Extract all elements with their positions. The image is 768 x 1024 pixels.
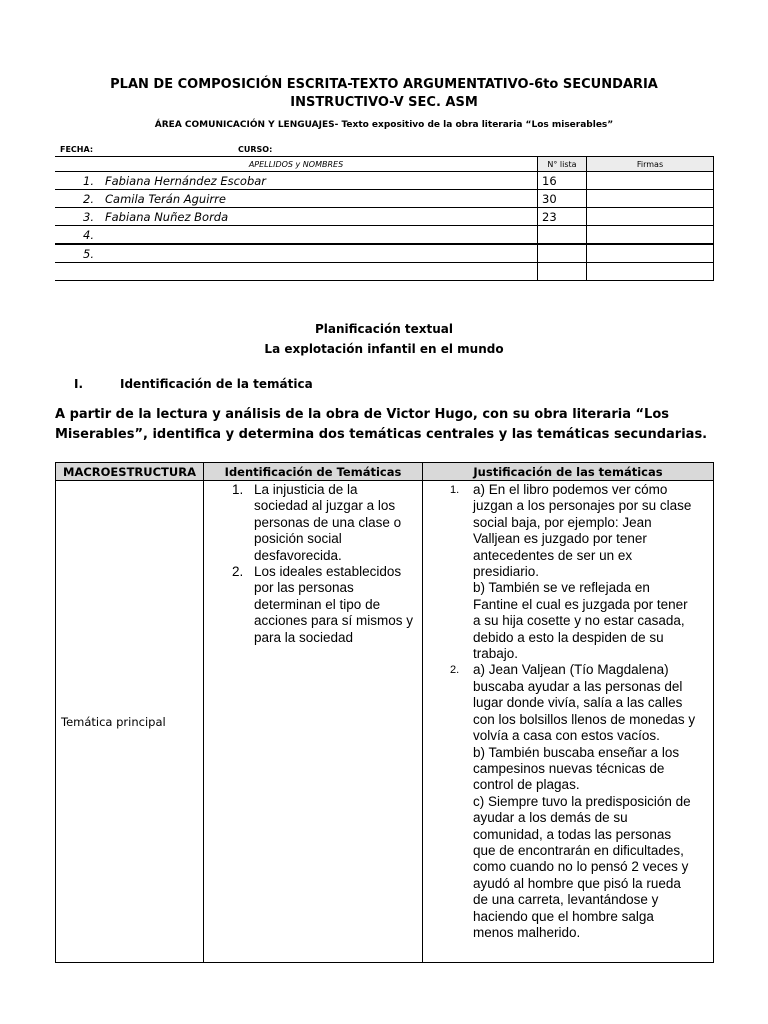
table-row: [55, 208, 714, 226]
header-names: APELLIDOS y NOMBRES: [55, 157, 538, 172]
fecha-label: FECHA:: [60, 145, 94, 154]
student-signature-cell[interactable]: [587, 208, 714, 226]
student-lista: [538, 244, 587, 263]
text-line: trabajo.: [473, 646, 519, 662]
macrostructure-table: [55, 462, 714, 963]
text-line: de una carreta, levantándose y: [473, 892, 659, 908]
item-number: 1.: [450, 484, 460, 496]
student-name: Camila Terán Aguirre: [105, 191, 226, 206]
table-row: [55, 226, 714, 245]
text-line: buscaba ayudar a las personas del: [473, 678, 683, 694]
student-signature-cell[interactable]: [587, 263, 714, 281]
justification-cell: [423, 481, 714, 963]
text-line: determinan el tipo de: [254, 596, 381, 612]
row-number: 4.: [83, 227, 94, 242]
section-numeral: I.: [74, 377, 84, 391]
text-line: Valljean es juzgado por tener: [473, 531, 647, 547]
text-line: haciendo que el hombre salga: [473, 908, 654, 924]
document-subtitle: INSTRUCTIVO-V SEC. ASM: [290, 95, 478, 110]
planning-topic: La explotación infantil en el mundo: [264, 342, 504, 356]
student-lista: 23: [538, 208, 587, 226]
header-identificacion: Identificación de Temáticas: [204, 463, 423, 481]
text-line: Fantine el cual es juzgada por tener: [473, 596, 688, 612]
text-line: c) Siempre tuvo la predisposición de: [473, 793, 691, 809]
row-number: 1.: [83, 173, 94, 188]
text-line: personas de una clase o: [254, 514, 402, 530]
students-table: [55, 156, 714, 281]
document-title: PLAN DE COMPOSICIÓN ESCRITA-TEXTO ARGUMENTATIVO-6to SECUNDARIA: [110, 77, 658, 92]
text-line: a) Jean Valjean (Tío Magdalena): [473, 662, 669, 678]
list-item: [232, 564, 418, 646]
list-item: [450, 482, 707, 662]
table-row: [55, 172, 714, 190]
student-name: Fabiana Hernández Escobar: [105, 173, 267, 188]
text-line: comunidad, a todas las personas: [473, 826, 672, 842]
student-lista: 16: [538, 172, 587, 190]
themes-list: [204, 481, 422, 646]
list-item: [232, 482, 418, 564]
planning-heading-block: [0, 319, 768, 359]
text-line: control de plagas.: [473, 777, 580, 793]
text-line: Los ideales establecidos: [254, 564, 402, 580]
section-title: Identificación de la temática: [120, 377, 313, 391]
text-line: lugar donde vivía, salía a las calles: [473, 695, 683, 711]
item-number: 2.: [232, 564, 244, 580]
planning-heading: Planificación textual: [314, 322, 454, 336]
text-line: debido a esto la despiden de su: [473, 629, 664, 645]
row-label: Temática principal: [56, 481, 204, 963]
student-signature-cell[interactable]: [587, 190, 714, 208]
table-row: [55, 263, 714, 281]
text-line: como cuando no lo pensó 2 veces y: [473, 859, 689, 875]
header-lista: N° lista: [538, 157, 587, 172]
header-justificacion: Justificación de las temáticas: [423, 463, 714, 481]
row-number: 5.: [83, 246, 94, 261]
student-signature-cell[interactable]: [587, 172, 714, 190]
intro-paragraph: A partir de la lectura y análisis de la obra de Victor Hugo, con su obra literaria “Los Miserables”, identifica y determina dos temáticas centrales y las temáticas secundarias.: [55, 407, 708, 442]
table-row: [56, 481, 714, 963]
text-line: volvía a casa con estos vacíos.: [473, 728, 660, 744]
text-line: presidiario.: [473, 564, 540, 580]
item-number: 1.: [232, 482, 244, 497]
text-line: acciones para sí mismos y: [254, 613, 414, 629]
text-line: antecedentes de ser un ex: [473, 547, 633, 563]
text-line: desfavorecida.: [254, 547, 342, 563]
student-signature-cell[interactable]: [587, 226, 714, 245]
header-firmas: Firmas: [587, 157, 714, 172]
document-header: [0, 76, 768, 132]
text-line: ayudar a los demás de su: [473, 810, 628, 826]
text-line: ayudó al hombre que pisó la rueda: [473, 875, 681, 891]
header-macroestructura: MACROESTRUCTURA: [56, 463, 204, 481]
text-line: posición social: [254, 531, 342, 547]
row-number: 2.: [83, 191, 94, 206]
text-line: por las personas: [254, 580, 354, 596]
text-line: para la sociedad: [254, 629, 354, 645]
text-line: juzgan a los personajes por su clase: [473, 498, 692, 514]
item-number: 2.: [450, 664, 460, 677]
curso-label: CURSO:: [238, 145, 273, 154]
text-line: sociedad al juzgar a los: [254, 498, 396, 514]
student-lista: 30: [538, 190, 587, 208]
text-line: b) También se ve reflejada en: [473, 580, 650, 596]
table-row: [55, 244, 714, 263]
student-name: Fabiana Nuñez Borda: [105, 209, 229, 224]
section-heading: [74, 377, 313, 391]
meta-row: [60, 145, 273, 154]
student-lista: [538, 263, 587, 281]
list-item: [450, 662, 707, 941]
text-line: campesinos nuevas técnicas de: [473, 760, 665, 776]
text-line: a) En el libro podemos ver cómo: [473, 482, 668, 497]
text-line: con los bolsillos llenos de monedas y: [473, 711, 696, 727]
text-line: a su hija cosette y no estar casada,: [473, 613, 685, 629]
text-line: social baja, por ejemplo: Jean: [473, 514, 652, 530]
text-line: b) También buscaba enseñar a los: [473, 744, 680, 760]
document-area: ÁREA COMUNICACIÓN Y LENGUAJES- Texto expositivo de la obra literaria “Los miserables”: [154, 120, 614, 130]
text-line: que de encontrarán en dificultades,: [473, 842, 684, 858]
row-number: 3.: [83, 209, 94, 224]
student-signature-cell[interactable]: [587, 244, 714, 263]
table-row: [55, 190, 714, 208]
themes-cell: [204, 481, 423, 963]
student-lista: [538, 226, 587, 245]
justification-list: [423, 481, 713, 941]
text-line: menos malherido.: [473, 924, 581, 940]
text-line: La injusticia de la: [254, 482, 358, 497]
